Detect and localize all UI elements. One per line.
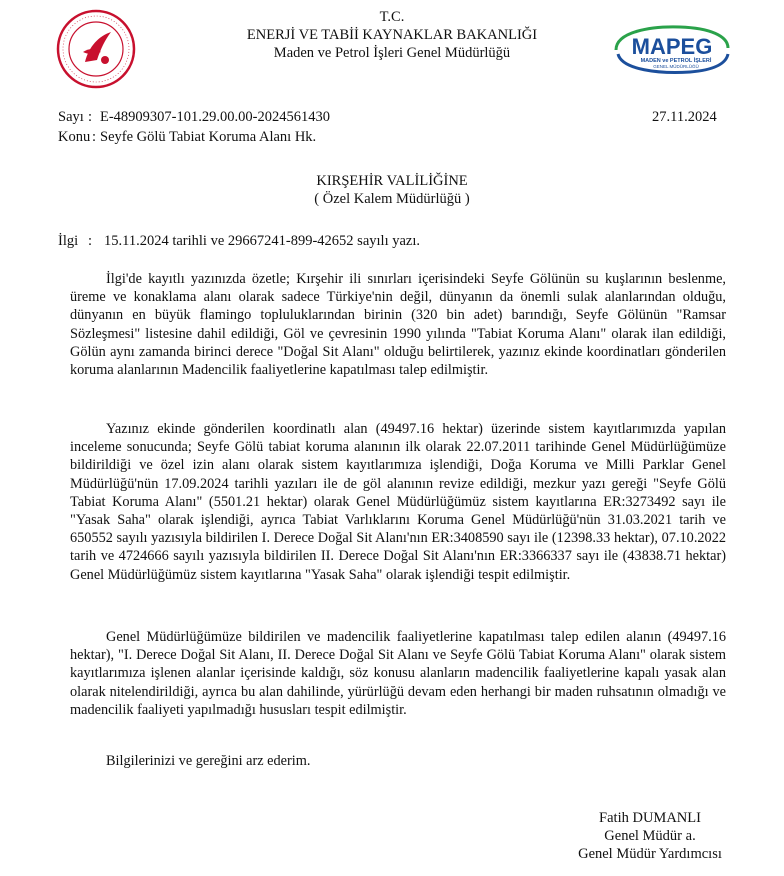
konu-value: Seyfe Gölü Tabiat Koruma Alanı Hk. <box>100 129 317 145</box>
recipient-subtitle: ( Özel Kalem Müdürlüğü ) <box>314 191 470 207</box>
ilgi-colon: : <box>88 233 93 249</box>
ilgi-label: İlgi <box>58 233 79 249</box>
mapeg-sub1: MADEN ve PETROL İŞLERİ <box>640 58 712 64</box>
document-date: 27.11.2024 <box>652 109 717 125</box>
body-paragraph-1 <box>70 270 726 379</box>
sayi-label <box>58 108 84 126</box>
signature-name: Fatih DUMANLI <box>599 810 701 826</box>
body-paragraph-2 <box>70 420 726 584</box>
signature-title-1: Genel Müdür a. <box>604 828 696 844</box>
header-directorate: Maden ve Petrol İşleri Genel Müdürlüğü <box>273 45 511 61</box>
paragraph-1-text: İlgi'de kayıtlı yazınızda özetle; Kırşehir ili sınırları içerisindeki Seyfe Gölünün su kuşlarının beslenme, üreme ve konaklama alanı olarak sadece Türkiye'nin değil, dünyanın da önemli sulak alanlarından olduğu, dünyanın en büyük flamingo topluluklarından birinin (320 bin adet) barındığı, Seyfe Gölünün "Ramsar Sözleşmesi" listesine dahil edildiği, Göl ve çevresinin 1990 yılında "Tabiat Koruma Alanı" olarak ilan edildiği, Gölün aynı zamanda birinci derece "Doğal Sit Alanı" olduğu belirtilerek, yazınız ekinde koordinatları gönderilen koruma alanlarının Madencilik faaliyetlerine kapatılması talep edilmiştir. <box>70 271 726 379</box>
konu-colon: : <box>92 129 97 145</box>
header-ministry: ENERJİ VE TABİİ KAYNAKLAR BAKANLIĞI <box>246 27 538 43</box>
sayi-value: E-48909307-101.29.00.00-2024561430 <box>100 109 330 125</box>
paragraph-3-text: Genel Müdürlüğümüze bildirilen ve madencilik faaliyetlerine kapatılması talep edilen alanın (49497.16 hektar), "I. Derece Doğal Sit Alanı, II. Derece Doğal Sit Alanı ve Seyfe Gölü Tabiat Koruma Alanı" olarak sistem kayıtlarımıza işlenen alanlar içerisinde kaldığı, söz konusu alanların madencilik faaliyetlerine kapalı yasak alan olarak nitelendirildiği, ayrıca bu alan dahilinde, yürürlüğü devam eden herhangi bir maden ruhsatının olmadığı ve madencilik faaliyeti yapılmadığı hususları tespit edilmiştir. <box>70 629 726 718</box>
mapeg-title: MAPEG <box>631 34 713 59</box>
signature-title-2: Genel Müdür Yardımcısı <box>578 846 722 862</box>
sayi-colon: : <box>88 109 93 125</box>
body-paragraph-3 <box>70 628 726 719</box>
ilgi-value: 15.11.2024 tarihli ve 29667241-899-42652 sayılı yazı. <box>104 233 420 249</box>
mapeg-sub2: GENEL MÜDÜRLÜĞÜ <box>653 64 699 69</box>
recipient-title: KIRŞEHİR VALİLİĞİNE <box>316 173 468 189</box>
paragraph-4-text: Bilgilerinizi ve gereğini arz ederim. <box>106 753 311 769</box>
sayi-label-text: Sayı <box>58 109 84 125</box>
paragraph-2-text: Yazınız ekinde gönderilen koordinatlı alan (49497.16 hektar) üzerinde sistem kayıtlarımızda yapılan inceleme sonucunda; Seyfe Gölü tabiat koruma alanının ilk olarak 22.07.2011 tarihinde Genel Müdürlüğümüze bildirildiği ve özel izin alanı olarak sistem kayıtlarımıza işlendiği, Doğa Koruma ve Milli Parklar Genel Müdürlüğü'nün 17.09.2024 tarihli yazıları ile de göl alanının revize edildiği, mezkur yazı gereği "Seyfe Gölü Tabiat Koruma Alanı" (5501.21 hektar) olarak Genel Müdürlüğümüz sistem kayıtlarına ER:3273492 sayı ile "Yasak Saha" olarak işlendiği, ayrıca Tabiat Varlıklarını Koruma Genel Müdürlüğü'nün 31.03.2021 tarih ve 650552 sayılı yazısıyla bildirilen I. Derece Doğal Sit Alanı'nın ER:3408590 sayı ile (12398.33 hektar), 07.10.2022 tarih ve 4724666 sayılı yazısıyla bildirilen II. Derece Doğal Sit Alanı'nın ER:3366337 sayı ile (43838.71 hektar) Genel Müdürlüğümüz sistem kayıtlarına "Yasak Saha" olarak işlendiği tespit edilmiştir. <box>70 421 726 583</box>
mapeg-logo-icon <box>610 24 732 76</box>
header-tc: T.C. <box>379 9 405 25</box>
body-paragraph-4 <box>70 752 726 770</box>
konu-label: Konu <box>58 129 91 145</box>
